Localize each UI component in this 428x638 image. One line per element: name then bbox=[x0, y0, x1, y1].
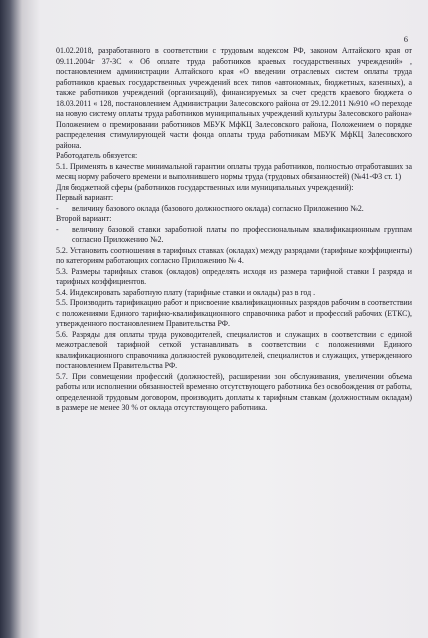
document-page bbox=[22, 0, 428, 638]
intro-paragraph: 01.02.2018, разработанного в соответствии с трудовым кодексом РФ, законом Алтайского края от 09.11.2004г 37-ЗС « Об оплате труда работников краевых государственных учреждений» , постановлением администрации Алтайского края «О введении отраслевых систем оплаты труда работников краевых государственных учреждений всех типов «автономных, бюджетных, казенных), а также работников учреждений (организаций), финансируемых за счет средств краевого бюджета о 18.03.2011 « 128, постановлением Администрации Залесовского района от 29.12.2011 №910 «О переходе на новую систему оплаты труда работников муниципальных учреждений культуры Залесовского района» Положением о премировании работников МБУК МфКЦ Залесовского района, Положением о порядке распределения стимулирующей части фонда оплаты труда работникам МБУК МфКЦ Залесовского района. bbox=[56, 46, 412, 150]
first-variant-item bbox=[56, 204, 412, 215]
clause-5-6: 5.6. Разряды для оплаты труда руководителей, специалистов и служащих в соответствии с единой межотраслевой тарифной сеткой устанавливать в соответствии с положениями Единого квалификационного справочника должностей руководителей, специалистов и служащих, утвержденного постановлением Правительства РФ. bbox=[56, 329, 412, 370]
second-variant-text: величину базовой ставки заработной платы по профессиональным квалификационным группам согласно Приложению №2. bbox=[72, 224, 412, 244]
first-variant-label: Первый вариант: bbox=[56, 193, 114, 202]
clause-5-1: 5.1. Применять в качестве минимальной гарантии оплаты труда работников, полностью отработавших за месяц норму рабочего времени и выполнившего нормы труда (трудовых обязанностей) (№41-ФЗ ст. 1) bbox=[56, 161, 412, 181]
budget-sphere-note: Для бюджетной сферы (работников государственных или муниципальных учреждений): bbox=[56, 182, 354, 192]
second-variant-label: Второй вариант: bbox=[56, 214, 112, 223]
clause-5-3: 5.3. Размеры тарифных ставок (окладов) определять исходя из размера тарифной ставки I разряда и тарифных коэффициентов. bbox=[56, 266, 412, 286]
clause-5-4: 5.4. Индексировать заработную плату (тарифные ставки и оклады) раз в год . bbox=[56, 287, 316, 297]
document-body bbox=[56, 46, 412, 414]
second-variant-item bbox=[56, 225, 412, 246]
page-number: 6 bbox=[403, 34, 408, 44]
clause-5-7: 5.7. При совмещении профессий (должностей), расширении зон обслуживания, увеличении объема работы или исполнении обязанностей временно отсутствующего работника без освобождения от работы, определенной трудовым договором, производить доплаты к тарифным ставкам (должностным окладам) в размере не менее 30 % от оклада отсутствующего работника. bbox=[56, 371, 412, 412]
clause-5-5: 5.5. Производить тарификацию работ и присвоение квалификационных разрядов рабочим в соответствии с положениями Единого тарифно-квалификационного справочника работ и профессий рабочих (ЕТКС), утвержденного постановлением Правительства РФ. bbox=[56, 298, 412, 328]
dash-marker: - bbox=[56, 224, 59, 234]
clause-5-2: 5.2. Установить соотношения в тарифных ставках (окладах) между разрядами (тарифные коэффициенты) по категориям работающих согласно Приложению № 4. bbox=[56, 245, 412, 265]
dash-marker: - bbox=[56, 203, 59, 213]
employer-obligations-heading: Работодатель обязуется: bbox=[56, 151, 138, 160]
first-variant-text: величину базового оклада (базового должностного оклада) согласно Приложению №2. bbox=[72, 203, 364, 213]
